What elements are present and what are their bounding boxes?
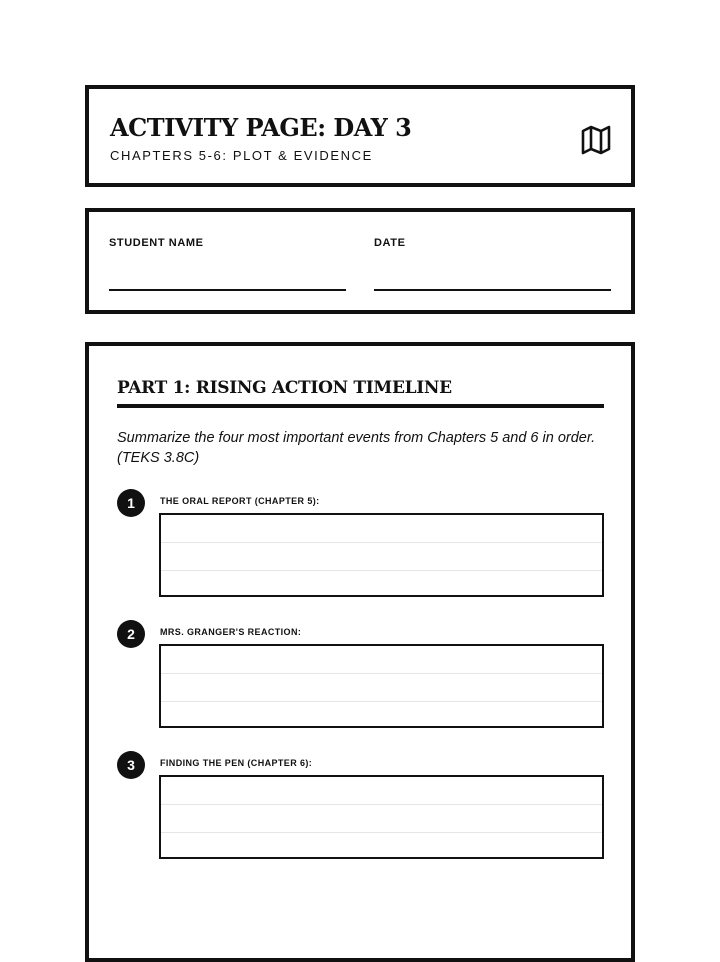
- event-label: MRS. GRANGER'S REACTION:: [160, 627, 302, 637]
- ruled-line: [161, 701, 602, 702]
- timeline-event-3: [117, 751, 607, 863]
- header-card: [85, 85, 635, 187]
- student-info-card: [85, 208, 635, 314]
- part1-instructions: Summarize the four most important events from Chapters 5 and 6 in order. (TEKS 3.8C): [117, 430, 596, 466]
- event-answer-box[interactable]: [159, 775, 604, 859]
- map-icon: [579, 123, 613, 157]
- student-name-line[interactable]: [109, 289, 346, 291]
- page-subtitle: CHAPTERS 5-6: PLOT & EVIDENCE: [110, 148, 373, 163]
- event-number-badge: 3: [117, 751, 145, 779]
- ruled-line: [161, 673, 602, 674]
- event-label: FINDING THE PEN (CHAPTER 6):: [160, 758, 313, 768]
- event-label: THE ORAL REPORT (CHAPTER 5):: [160, 496, 320, 506]
- timeline-event-2: [117, 620, 607, 732]
- part1-card: [85, 342, 635, 962]
- ruled-line: [161, 832, 602, 833]
- event-number-badge: 1: [117, 489, 145, 517]
- event-answer-box[interactable]: [159, 513, 604, 597]
- timeline-event-1: [117, 489, 607, 601]
- ruled-line: [161, 570, 602, 571]
- part1-title-rule: [117, 404, 604, 408]
- event-number-badge: 2: [117, 620, 145, 648]
- ruled-line: [161, 804, 602, 805]
- date-label: DATE: [374, 237, 406, 249]
- student-name-label: STUDENT NAME: [109, 237, 204, 249]
- ruled-line: [161, 542, 602, 543]
- part1-title: PART 1: RISING ACTION TIMELINE: [117, 378, 452, 398]
- page-title: ACTIVITY PAGE: DAY 3: [110, 113, 412, 142]
- event-answer-box[interactable]: [159, 644, 604, 728]
- date-line[interactable]: [374, 289, 611, 291]
